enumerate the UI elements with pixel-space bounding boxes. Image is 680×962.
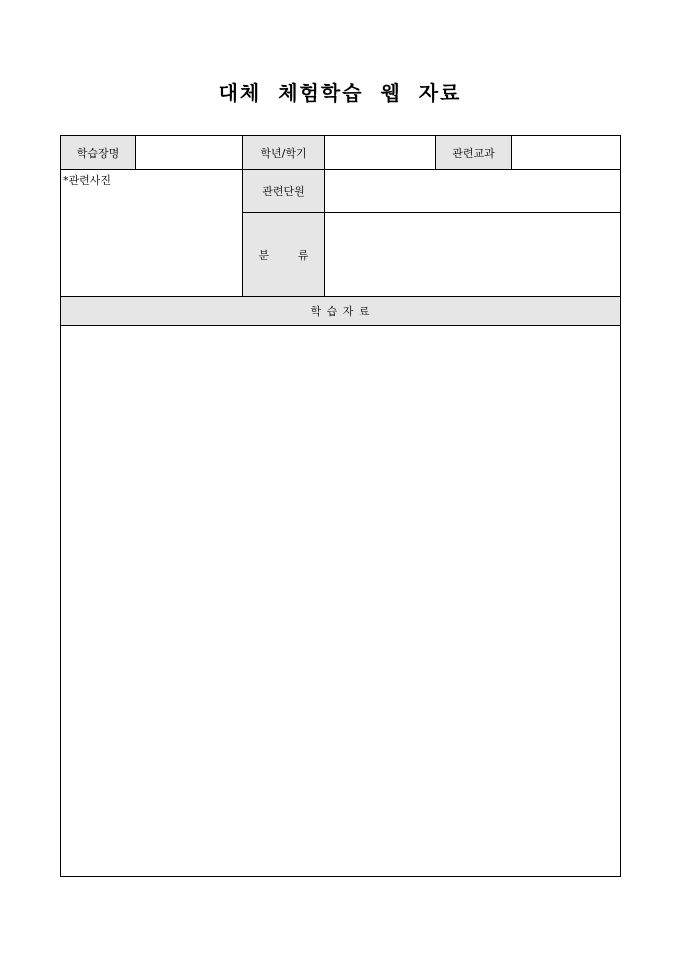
category-label [243,213,324,296]
material-header: 학 습 자 료 [310,305,371,318]
document-title: 대체 체험학습 웹 자료 [218,81,462,105]
photo-area[interactable] [61,170,242,296]
grade-field[interactable] [325,136,435,169]
category-field[interactable] [325,213,620,296]
subject-field[interactable] [512,136,620,169]
photo-label: *관련사진 [63,174,112,187]
grade-label: 학년/학기 [260,146,307,160]
category-label-part-1: 분 [258,248,270,262]
unit-label: 관련단원 [262,185,305,198]
material-body-area[interactable] [61,326,620,876]
scene-label: 학습장명 [76,146,120,160]
scene-field[interactable] [136,136,242,169]
web-material-form [60,135,621,877]
unit-field[interactable] [325,170,620,212]
subject-label: 관련교과 [452,146,495,160]
category-label-part-2: 류 [297,248,309,262]
